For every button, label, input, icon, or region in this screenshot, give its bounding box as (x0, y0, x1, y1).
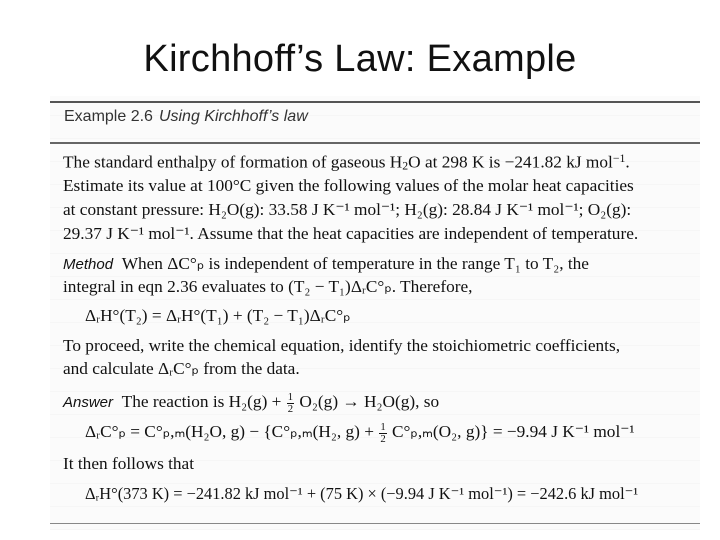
method-line-4: and calculate ΔᵣC°ₚ from the data. (63, 359, 300, 378)
top-rule (50, 101, 700, 103)
problem-text: . (625, 152, 630, 172)
fraction-denominator: 2 (287, 402, 294, 415)
method-equation: ΔᵣH°(T₂) = ΔᵣH°(T₁) + (T₂ − T₁)ΔᵣC°ₚ (85, 306, 351, 325)
problem-line-4: 29.37 J K⁻¹ mol⁻¹. Assume that the heat capacities are independent of temperature. (63, 224, 639, 243)
answer-line-2: It then follows that (63, 454, 195, 473)
fraction-half (379, 422, 386, 444)
answer-equation-1 (85, 422, 635, 445)
equation-part: C°ₚ,ₘ(O₂, g)} = −9.94 J K⁻¹ mol⁻¹ (392, 422, 635, 441)
fraction-denominator: 2 (380, 432, 386, 445)
method-line-1 (63, 254, 589, 274)
problem-text: O at 298 K is −241.82 kJ mol (408, 152, 613, 172)
textbook-excerpt (50, 96, 700, 530)
method-label: Method (63, 256, 114, 273)
answer-line-1 (63, 392, 439, 415)
answer-text: O₂(g) → H₂O(g), so (299, 392, 440, 411)
problem-line-2: Estimate its value at 100°C given the following values of the molar heat capacities (63, 176, 634, 195)
fraction-half (287, 392, 294, 414)
problem-line-1 (63, 152, 630, 173)
example-heading (64, 108, 308, 126)
example-subtitle: Using Kirchhoff’s law (158, 108, 308, 125)
equation-part: ΔᵣC°ₚ = C°ₚ,ₘ(H₂O, g) − {C°ₚ,ₘ(H₂, g) + (85, 422, 374, 441)
example-number: Example 2.6 (64, 108, 153, 125)
subscript: 2 (402, 159, 409, 173)
method-text: When ΔC°ₚ is independent of temperature in the range T₁ to T₂, the (121, 254, 589, 273)
fraction-numerator: 1 (287, 391, 294, 404)
slide-title: Kirchhoff’s Law: Example (143, 38, 577, 80)
problem-text: The standard enthalpy of formation of gaseous H (63, 152, 403, 172)
bottom-rule (50, 523, 700, 524)
problem-line-3: at constant pressure: H₂O(g): 33.58 J K⁻¹ mol⁻¹; H₂(g): 28.84 J K⁻¹ mol⁻¹; O₂(g): (63, 200, 632, 219)
heading-rule (50, 142, 700, 144)
answer-label: Answer (63, 394, 114, 411)
answer-text: The reaction is H₂(g) + (121, 392, 282, 411)
answer-equation-2: ΔᵣH°(373 K) = −241.82 kJ mol⁻¹ + (75 K) × (−9.94 J K⁻¹ mol⁻¹) = −242.6 kJ mol⁻¹ (85, 484, 639, 503)
fraction-numerator: 1 (380, 421, 386, 434)
method-line-3: To proceed, write the chemical equation, identify the stoichiometric coefficients, (63, 336, 621, 355)
superscript: −1 (612, 152, 626, 165)
method-line-2: integral in eqn 2.36 evaluates to (T₂ − T₁)ΔᵣC°ₚ. Therefore, (63, 277, 473, 296)
